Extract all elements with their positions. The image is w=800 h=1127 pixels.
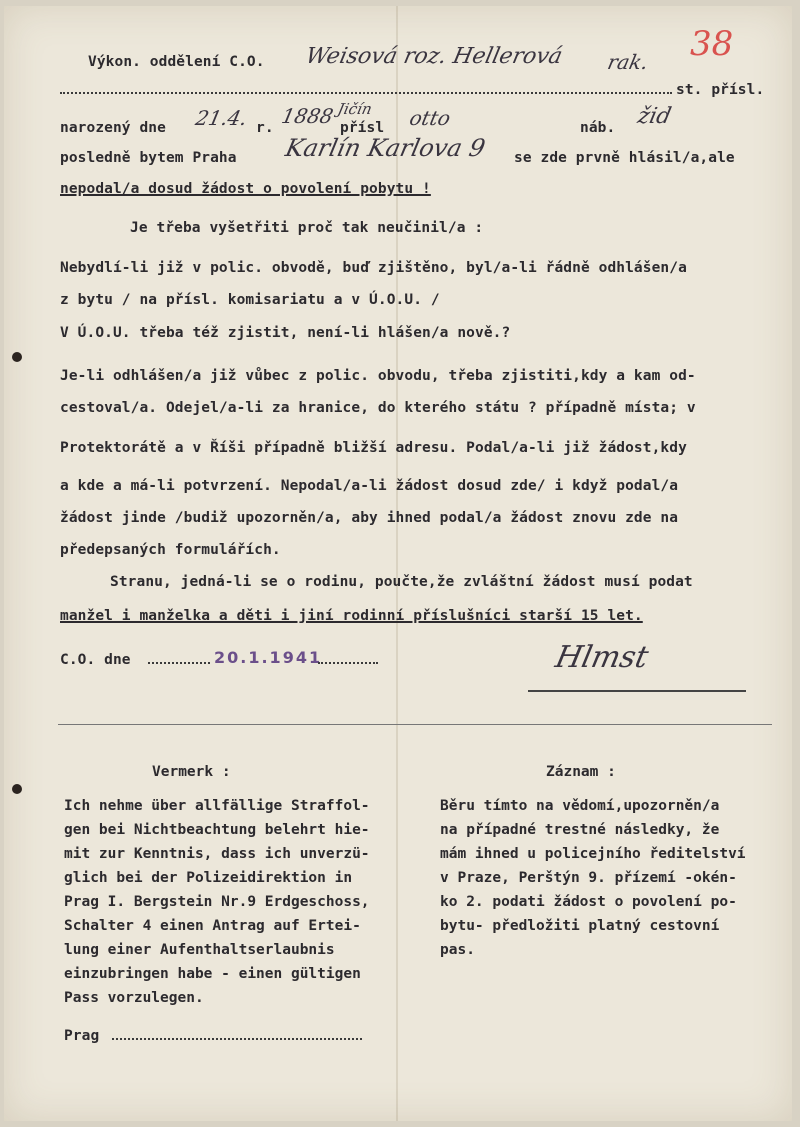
body-line: Protektorátě a v Říši případně bližší adresu. Podal/a-li již žádost,kdy xyxy=(60,440,687,456)
signature: Hlmst xyxy=(552,640,652,675)
vermerk-text: Ich nehme über allfällige Straffol- gen bei Nichtbeachtung belehrt hie- mit zur Kenntnis, dass ich unverzü- glich bei der Polizeidirektion in Prag I. Bergstein Nr.9 Erdgeschoss, Schalter 4 einen Antrag auf Ertei- lung einer Aufenthaltserlaubnis einzubringen habe - einen gültigen Pass vorzulegen. xyxy=(64,798,370,1006)
religion-label: náb. xyxy=(580,120,616,136)
year-label: r. xyxy=(256,120,274,136)
body-line: a kde a má-li potvrzení. Nepodal/a-li žádost dosud zde/ i když podal/a xyxy=(60,478,679,494)
body-line: Stranu, jedná-li se o rodinu, poučte,že zvláštní žádost musí podat xyxy=(110,574,693,590)
body-line: žádost jinde /budiž upozorněn/a, aby ihned podal/a žádost znovu zde na xyxy=(60,510,679,526)
body-line: cestoval/a. Odejel/a-li za hranice, do kterého státu ? případně místa; v xyxy=(60,400,696,416)
body-line: Je-li odhlášen/a již vůbec z polic. obvodu, třeba zjistiti,kdy a kam od- xyxy=(60,368,696,384)
page-fold xyxy=(396,6,398,1121)
registered-label: se zde prvně hlásil/a,ale xyxy=(514,150,735,166)
zaznam-text: Běru tímto na vědomí,upozorněn/a na případné trestné následky, že mám ihned u policejního ředitelství v Praze, Perštýn 9. přízemí -okén- ko 2. podati žádost o povolení po- bytu- předložiti platný cestovní pas. xyxy=(440,798,746,958)
zaznam-heading: Záznam : xyxy=(546,764,616,780)
date-stamp: 20.1.1941 xyxy=(214,648,323,667)
prag-label: Prag xyxy=(64,1028,100,1044)
not-submitted-notice: nepodal/a dosud žádost o povolení pobytu ! xyxy=(60,181,431,197)
body-line: předepsaných formulářích. xyxy=(60,542,281,558)
signature-line xyxy=(528,690,746,692)
investigate-heading: Je třeba vyšetřiti proč tak neučinil/a : xyxy=(130,220,484,236)
body-line: Nebydlí-li již v polic. obvodě, buď zjištěno, byl/a-li řádně odhlášen/a xyxy=(60,260,687,276)
date-label: C.O. dne xyxy=(60,652,131,668)
nationality-handwritten: rak. xyxy=(605,50,651,74)
birth-place-handwritten: Jičín xyxy=(336,100,374,118)
vermerk-heading: Vermerk : xyxy=(152,764,231,780)
punch-hole xyxy=(12,784,22,794)
born-label: narozený dne xyxy=(60,120,166,136)
citizenship-label: st. přísl. xyxy=(676,82,765,98)
birth-year-handwritten: 1888 xyxy=(279,104,336,128)
residence-label: posledně bytem Praha xyxy=(60,150,237,166)
address-handwritten: Karlín Karlova 9 xyxy=(283,134,488,162)
birth-date-handwritten: 21.4. xyxy=(193,106,250,130)
page-number: 38 xyxy=(690,24,734,64)
body-line: V Ú.O.U. třeba též zjistit, není-li hlášen/a nově.? xyxy=(60,325,511,341)
religion-handwritten: žid xyxy=(635,104,674,129)
body-line: z bytu / na přísl. komisariatu a v Ú.O.U. / xyxy=(60,292,440,308)
office-label: Výkon. oddělení C.O. xyxy=(88,54,265,70)
body-line: manžel i manželka a děti i jiní rodinní příslušníci starší 15 let. xyxy=(60,608,643,624)
punch-hole xyxy=(12,352,22,362)
name-handwritten: Weisová roz. Hellerová xyxy=(303,44,565,69)
belonging-label: přísl xyxy=(340,120,385,136)
section-divider xyxy=(58,724,772,725)
belonging-handwritten: otto xyxy=(407,106,453,130)
